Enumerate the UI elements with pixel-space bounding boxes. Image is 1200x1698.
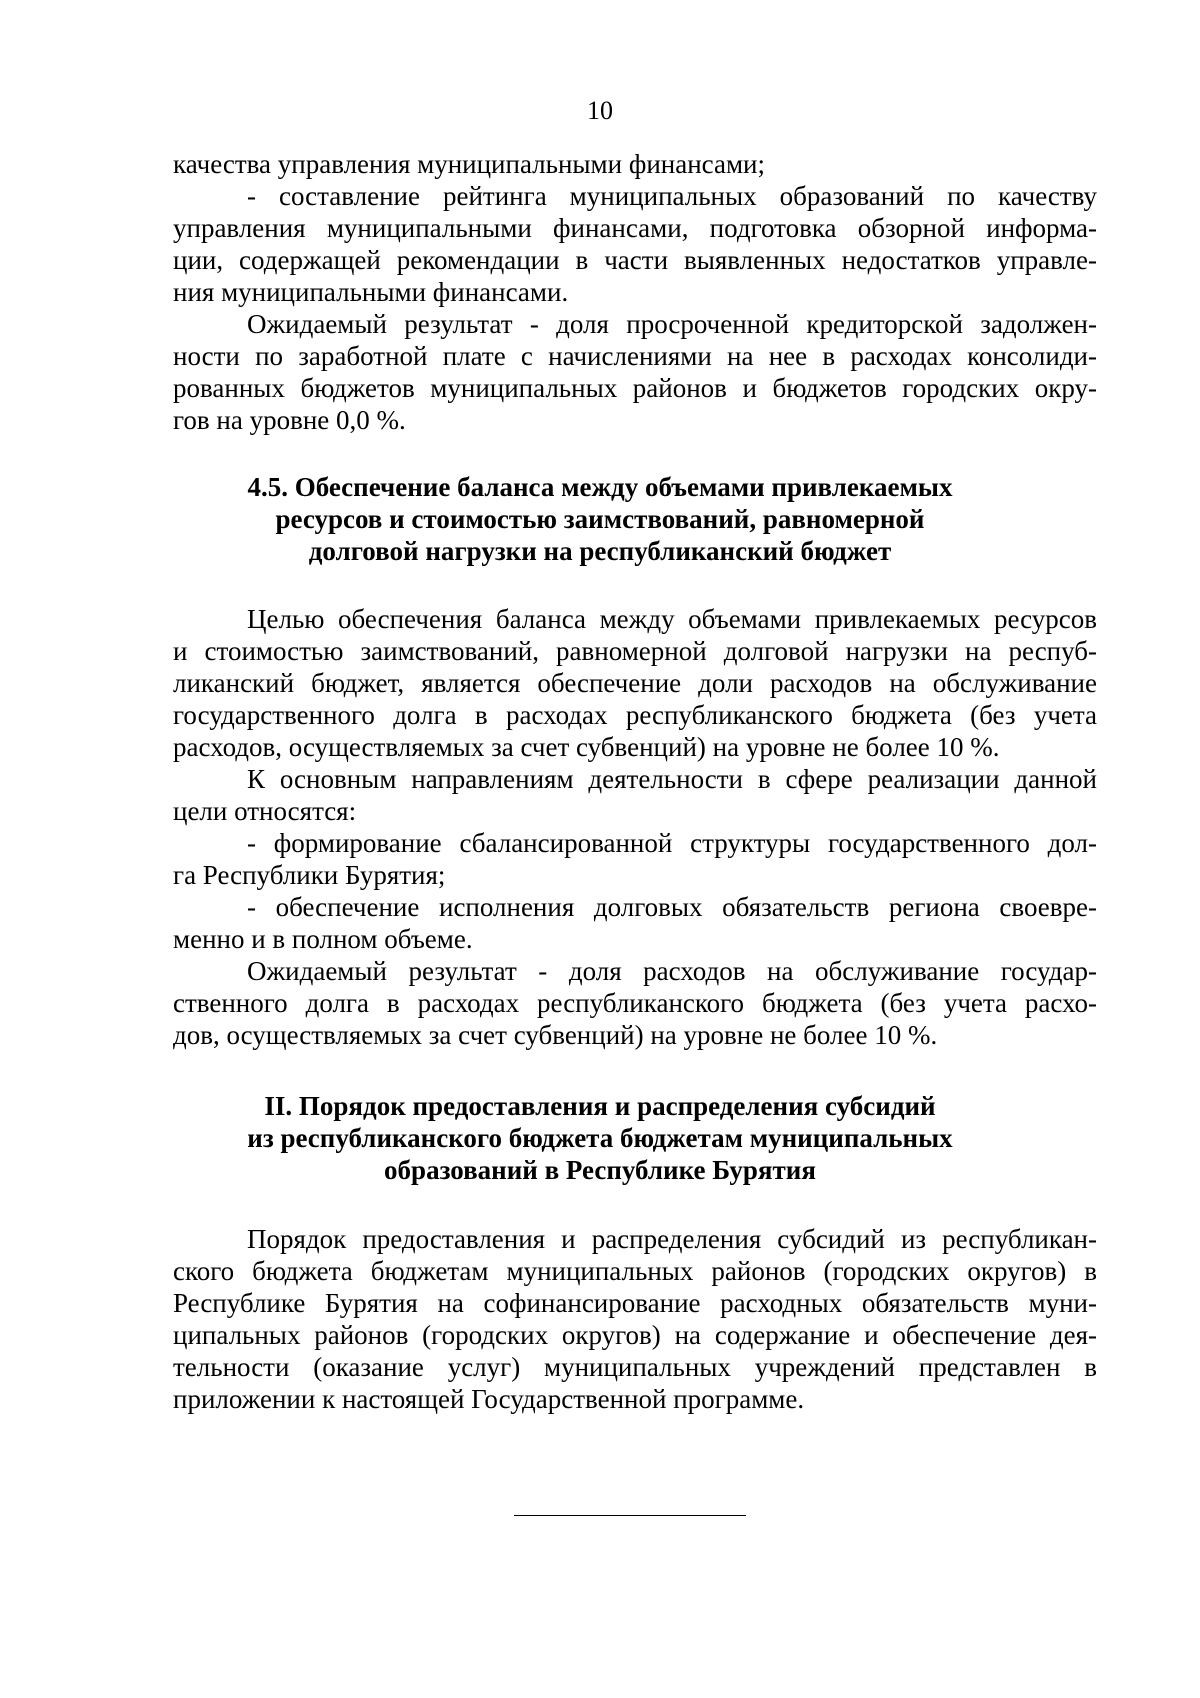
heading-line: долговой нагрузки на республиканский бюджет [308, 536, 892, 566]
text-line: К основным направлениям деятельности в сфере реализации данной [247, 764, 1097, 794]
text-line: ского бюджета бюджетам муниципальных районов (городских округов) в [173, 1256, 1097, 1286]
heading-line: из республиканского бюджета бюджетам муниципальных [247, 1123, 953, 1153]
text-line: га Республики Бурятия; [173, 860, 446, 890]
text-line: менно и в полном объеме. [173, 924, 473, 954]
text-line: ликанский бюджет, является обеспечение доли расходов на обслуживание [173, 668, 1097, 698]
text-line: приложении к настоящей Государственной программе. [173, 1384, 805, 1414]
page-number: 10 [587, 96, 613, 125]
text-line: управления муниципальными финансами, подготовка обзорной информа- [173, 213, 1097, 243]
text-line: рованных бюджетов муниципальных районов и бюджетов городских окру- [173, 373, 1097, 403]
text-line: ния муниципальными финансами. [173, 277, 569, 307]
text-line: качества управления муниципальными финансами; [173, 149, 765, 179]
text-line: Ожидаемый результат - доля просроченной кредиторской задолжен- [247, 309, 1097, 339]
heading-line: 4.5. Обеспечение баланса между объемами привлекаемых [247, 472, 953, 502]
closing-rule [514, 1515, 746, 1516]
text-line: гов на уровне 0,0 %. [173, 405, 406, 435]
heading-line: образований в Республике Бурятия [384, 1155, 816, 1185]
heading-line: II. Порядок предоставления и распределения субсидий [264, 1091, 936, 1121]
text-line: - формирование сбалансированной структуры государственного дол- [247, 828, 1097, 858]
text-line: Республике Бурятия на софинансирование расходных обязательств муни- [173, 1288, 1097, 1318]
text-line: - составление рейтинга муниципальных образований по качеству [247, 181, 1097, 211]
text-line: Порядок предоставления и распределения субсидий из республикан- [247, 1224, 1097, 1254]
text-line: - обеспечение исполнения долговых обязательств региона своевре- [247, 892, 1097, 922]
text-line: ции, содержащей рекомендации в части выявленных недостатков управле- [173, 245, 1097, 275]
text-line: Целью обеспечения баланса между объемами привлекаемых ресурсов [247, 604, 1097, 634]
text-line: дов, осуществляемых за счет субвенций) на уровне не более 10 %. [173, 1020, 938, 1050]
text-line: ственного долга в расходах республиканского бюджета (без учета расхо- [173, 988, 1097, 1018]
text-line: цели относятся: [173, 796, 357, 826]
text-line: ности по заработной плате с начислениями на нее в расходах консолиди- [173, 341, 1097, 371]
text-line: государственного долга в расходах республиканского бюджета (без учета [173, 700, 1097, 730]
text-line: Ожидаемый результат - доля расходов на обслуживание государ- [247, 956, 1097, 986]
heading-line: ресурсов и стоимостью заимствований, равномерной [275, 504, 925, 534]
text-line: ципальных районов (городских округов) на содержание и обеспечение дея- [173, 1320, 1097, 1350]
text-line: тельности (оказание услуг) муниципальных учреждений представлен в [173, 1352, 1097, 1382]
text-line: и стоимостью заимствований, равномерной долговой нагрузки на респуб- [173, 636, 1097, 666]
text-line: расходов, осуществляемых за счет субвенций) на уровне не более 10 %. [173, 732, 1000, 762]
